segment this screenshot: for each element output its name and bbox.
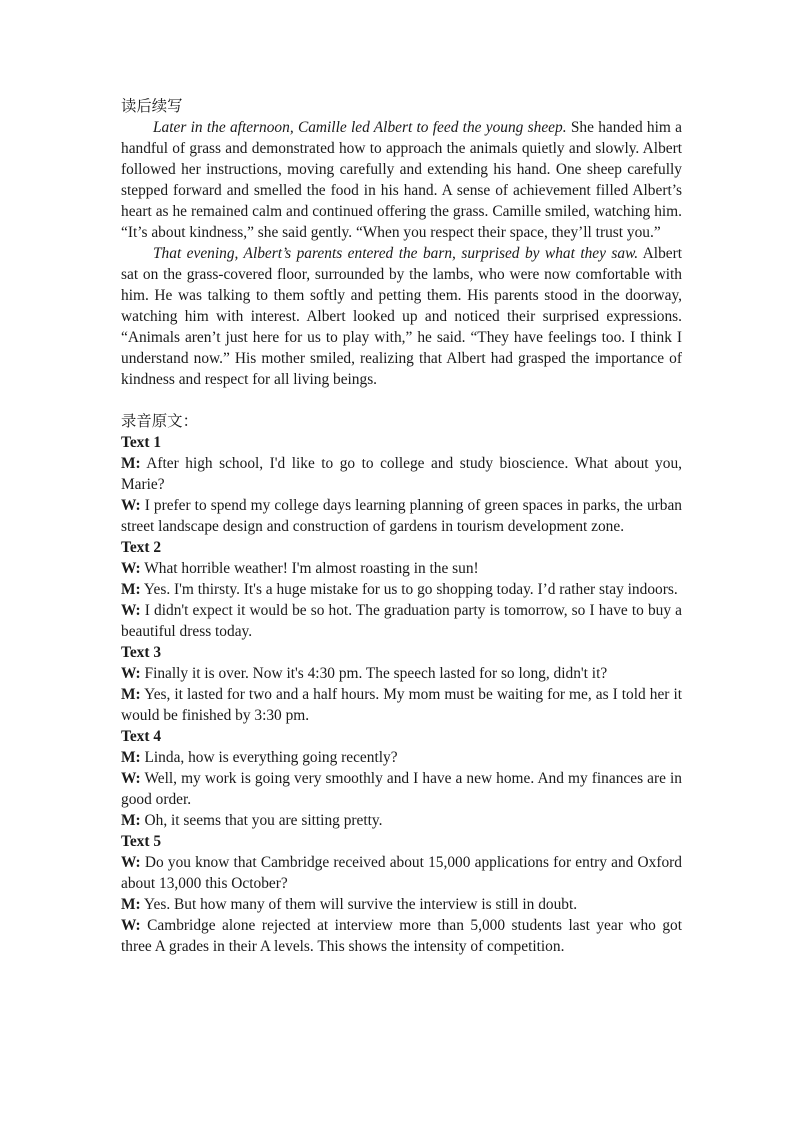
text-block-1 [121, 432, 682, 537]
reading-paragraph-1 [121, 117, 682, 243]
dialogue-text: Linda, how is everything going recently? [140, 749, 398, 766]
text-block-2 [121, 537, 682, 642]
section-spacer [121, 390, 682, 411]
dialogue-line [121, 600, 682, 642]
dialogue-line [121, 684, 682, 726]
speaker-label: W: [121, 917, 141, 934]
speaker-label: M: [121, 455, 141, 472]
dialogue-text: Yes, it lasted for two and a half hours. My mom must be waiting for me, as I told her it would be finished by 3:30 pm. [121, 686, 682, 724]
dialogue-line [121, 663, 682, 684]
reading-paragraph-2 [121, 243, 682, 390]
paragraph-body: Albert sat on the grass-covered floor, surrounded by the lambs, who were now comfortable with him. He was talking to them softly and petting them. His parents stood in the doorway, watching him with interest. Albert looked up and noticed their surprised expressions. “Animals aren’t just here for us to play with,” he said. “They have feelings too. I think I understand now.” His mother smiled, realizing that Albert had grasped the importance of kindness and respect for all living beings. [121, 245, 683, 388]
text-block-4 [121, 726, 682, 831]
dialogue-text: After high school, I'd like to go to college and study bioscience. What about you, Marie? [121, 455, 682, 493]
dialogue-line [121, 579, 682, 600]
dialogue-line [121, 558, 682, 579]
speaker-label: W: [121, 602, 141, 619]
dialogue-text: Well, my work is going very smoothly and I have a new home. And my finances are in good order. [121, 770, 682, 808]
dialogue-text: Oh, it seems that you are sitting pretty. [140, 812, 383, 829]
speaker-label: M: [121, 686, 141, 703]
text-title: Text 1 [121, 434, 162, 451]
dialogue-text: Yes. But how many of them will survive the interview is still in doubt. [140, 896, 578, 913]
dialogue-line [121, 915, 682, 957]
speaker-label: M: [121, 896, 141, 913]
dialogue-line [121, 894, 682, 915]
speaker-label: W: [121, 560, 141, 577]
dialogue-text: Cambridge alone rejected at interview more than 5,000 students last year who got three A grades in their A levels. This shows the intensity of competition. [121, 917, 682, 955]
dialogue-line [121, 852, 682, 894]
dialogue-line [121, 810, 682, 831]
dialogue-text: Finally it is over. Now it's 4:30 pm. The speech lasted for so long, didn't it? [140, 665, 608, 682]
speaker-label: M: [121, 749, 141, 766]
transcript-heading: 录音原文： [121, 413, 198, 430]
text-block-5 [121, 831, 682, 957]
speaker-label: W: [121, 497, 141, 514]
dialogue-text: I prefer to spend my college days learning planning of green spaces in parks, the urban street landscape design and construction of gardens in tourism development zone. [121, 497, 682, 535]
speaker-label: W: [121, 770, 141, 787]
document-page [121, 96, 682, 957]
dialogue-text: Yes. I'm thirsty. It's a huge mistake for us to go shopping today. I’d rather stay indoors. [140, 581, 678, 598]
text-title: Text 2 [121, 539, 162, 556]
dialogue-text: What horrible weather! I'm almost roasting in the sun! [140, 560, 479, 577]
paragraph-lead-sentence: That evening, Albert’s parents entered the barn, surprised by what they saw. [153, 245, 639, 262]
dialogue-text: I didn't expect it would be so hot. The graduation party is tomorrow, so I have to buy a beautiful dress today. [121, 602, 682, 640]
speaker-label: W: [121, 854, 141, 871]
text-title: Text 4 [121, 728, 162, 745]
speaker-label: M: [121, 812, 141, 829]
reading-heading: 读后续写 [121, 98, 183, 115]
dialogue-line [121, 495, 682, 537]
text-title: Text 5 [121, 833, 162, 850]
dialogue-text: Do you know that Cambridge received about 15,000 applications for entry and Oxford about 13,000 this October? [121, 854, 682, 892]
dialogue-line [121, 453, 682, 495]
speaker-label: W: [121, 665, 141, 682]
text-block-3 [121, 642, 682, 726]
dialogue-line [121, 768, 682, 810]
speaker-label: M: [121, 581, 141, 598]
paragraph-body: She handed him a handful of grass and demonstrated how to approach the animals quietly and slowly. Albert followed her instructions, moving carefully and extending his hand. One sheep carefully stepped forward and smelled the food in his hand. A sense of achievement filled Albert’s heart as he remained calm and continued offering the grass. Camille smiled, watching him. “It’s about kindness,” she said gently. “When you respect their space, they’ll trust you.” [121, 119, 682, 241]
text-title: Text 3 [121, 644, 162, 661]
paragraph-lead-sentence: Later in the afternoon, Camille led Albert to feed the young sheep. [153, 119, 567, 136]
dialogue-line [121, 747, 682, 768]
